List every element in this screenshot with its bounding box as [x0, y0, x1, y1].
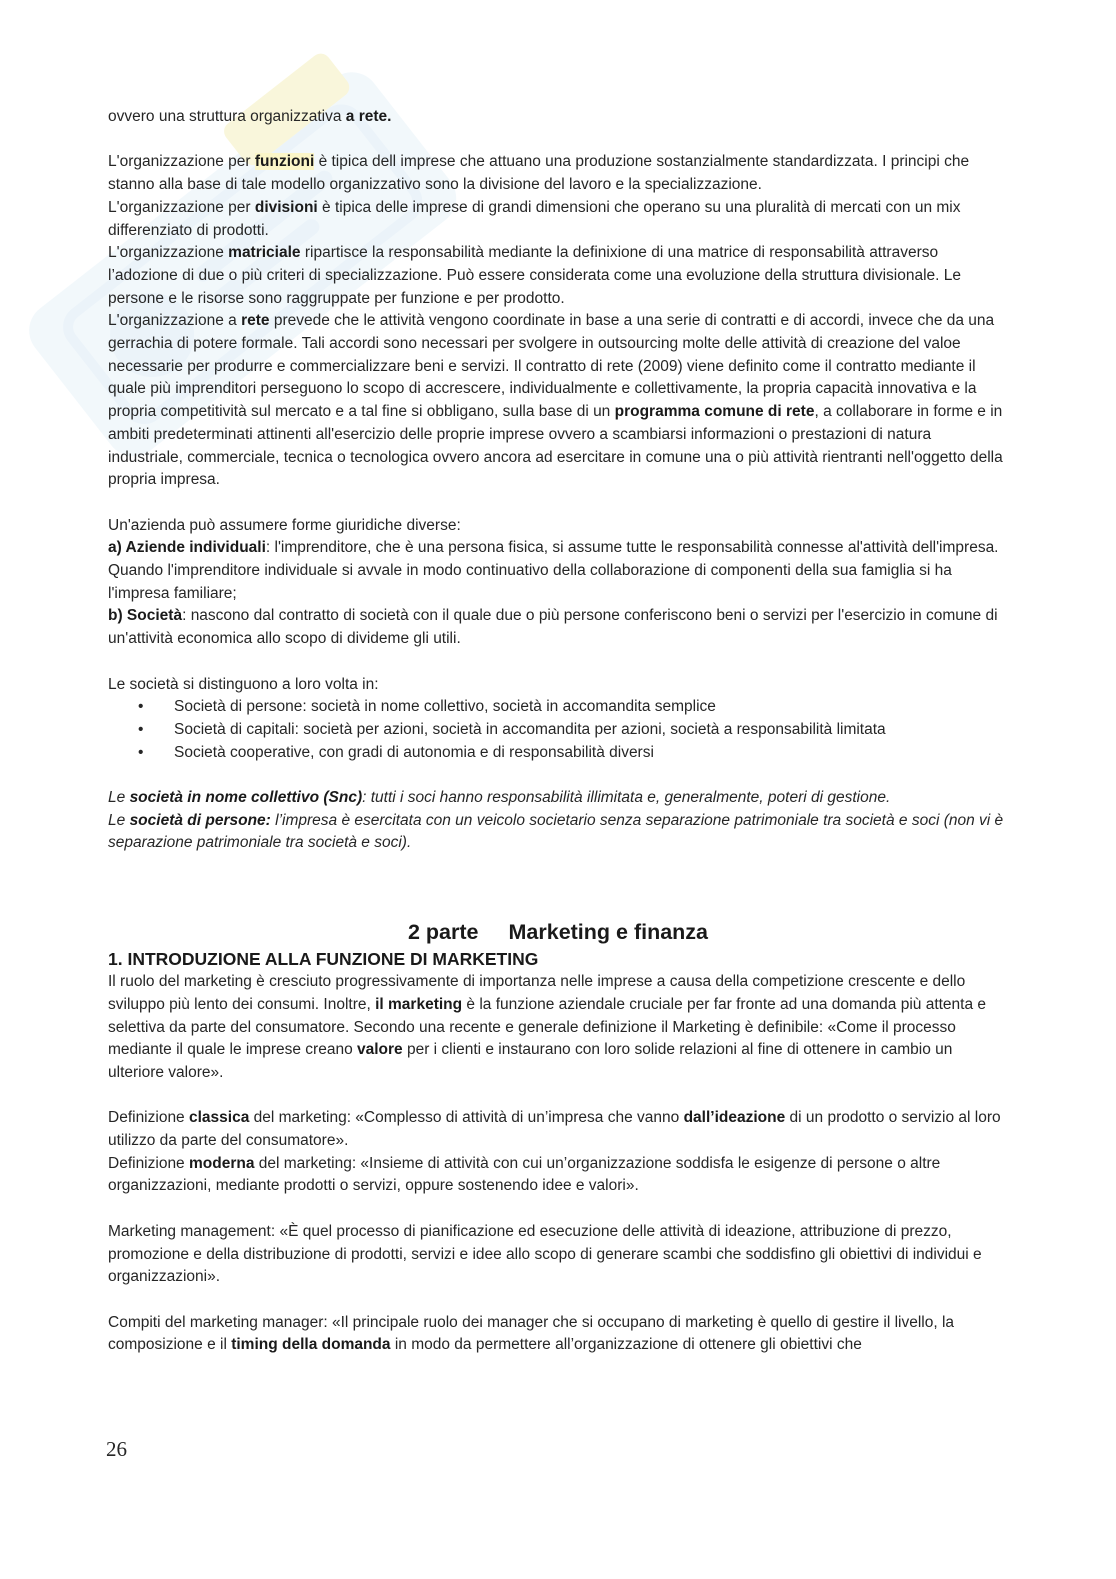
paragraph-forme-giuridiche: Un'azienda può assumere forme giuridiche diverse: — [108, 516, 461, 534]
paragraph-intro: ovvero una struttura organizzativa a rete. — [108, 108, 392, 125]
list-item: • Società di capitali: società per azioni, società in accomandita per azioni, società a responsabilità limitata — [108, 719, 1008, 742]
list-item: • Società di persone: società in nome collettivo, società in accomandita semplice — [108, 696, 1008, 719]
paragraph-ruolo-marketing: Il ruolo del marketing è cresciuto progressivamente di importanza nelle imprese a causa della competizione crescente e dello sviluppo più lento dei consumi. Inoltre, il marketing è la funzione aziendale cruciale per far fronte ad una domanda più attenta e selettiva da parte del consumatore. Secondo una recente e generale definizione il Marketing è definibile: «Come il processo mediante il quale le imprese creano valore per i clienti e instaurano con loro solide relazioni al fine di ottenere in cambio un ulteriore valore». — [108, 973, 987, 1081]
paragraph-snc: Le società in nome collettivo (Snc): tutti i soci hanno responsabilità illimitata e, generalmente, poteri di gestione. — [108, 789, 891, 807]
bullet-list — [108, 696, 1008, 764]
paragraph-compiti-manager: Compiti del marketing manager: «Il principale ruolo dei manager che si occupano di marketing è quello di gestire il livello, la composizione e il timing della domanda in modo da permettere all’organizzazione di ottenere gli obiettivi che — [108, 1313, 955, 1354]
paragraph-list-intro: Le società si distinguono a loro volta in: — [108, 675, 379, 693]
paragraph-definizione-moderna: Definizione moderna del marketing: «Insieme di attività con cui un’organizzazione soddisfa le esigenze di persone o altre organizzazioni, mediante prodotti o servizi, oppure sostenendo idee e valori». — [108, 1154, 941, 1195]
section-heading: 1. INTRODUZIONE ALLA FUNZIONE DI MARKETING — [108, 949, 539, 970]
page-number: 26 — [106, 1437, 127, 1461]
page-content — [108, 106, 1008, 1357]
part-heading: 2 parte Marketing e finanza — [407, 920, 709, 945]
paragraph-rete: L'organizzazione a rete prevede che le attività vengono coordinate in base a una serie di contratti e di accordi, invece che da una gerrachia di potere formale. Tali accordi sono necessari per svolgere in outsourcing molte delle attività di creazione del valoe necessarie per produrre e commercializzare beni e servizi. Il contratto di rete (2009) viene definito come il contratto mediante il quale più imprenditori perseguono lo scopo di accrescere, individualmente e collettivamente, la propria capacità innovativa e la propria competitività sul mercato e a tal fine si obbligano, sulla base di un programma comune di rete, a collaborare in forme e in ambiti predeterminati attinenti all'esercizio delle proprie imprese ovvero a scambiarsi informazioni o prestazioni di natura industriale, commerciale, tecnica o tecnologica ovvero ancora ad esercitare in comune una o più attività rientranti nell'oggetto della propria impresa. — [108, 312, 1003, 489]
paragraph-matriciale: L'organizzazione matriciale ripartisce la responsabilità mediante la definixione di una matrice di responsabilità attraverso l’adozione di due o più criteri di specializzazione. Può essere considerata come una evoluzione della struttura divisionale. Le persone e le risorse sono raggruppate per funzione e per prodotto. — [108, 244, 961, 307]
paragraph-definizione-classica: Definizione classica del marketing: «Complesso di attività di un’impresa che vanno dall’ideazione di un prodotto o servizio al loro utilizzo da parte del consumatore». — [108, 1109, 1001, 1150]
list-item: • Società cooperative, con gradi di autonomia e di responsabilità diversi — [108, 742, 1008, 765]
paragraph-marketing-management: Marketing management: «È quel processo di pianificazione ed esecuzione delle attività di ideazione, attribuzione di prezzo, promozione e della distribuzione di prodotti, servizi e idee allo scopo di generare scambi che soddisfino gli obiettivi di individui e organizzazioni». — [108, 1222, 982, 1286]
paragraph-divisioni: L'organizzazione per divisioni è tipica delle imprese di grandi dimensioni che operano su una pluralità di mercati con un mix differenziato di prodotti. — [108, 198, 961, 239]
paragraph-aziende-individuali: a) Aziende individuali: l'imprenditore, che è una persona fisica, si assume tutte le responsabilità connesse al'attività dell'impresa. Quando l'imprenditore individuale si avvale in modo continuativo della collaborazione di componenti della sua famiglia si ha l'impresa familiare; — [108, 539, 999, 602]
paragraph-societa: b) Società: nascono dal contratto di società con il quale due o più persone conferiscono beni o servizi per l'esercizio in comune di un'attività economica allo scopo di divideme gli utili. — [108, 607, 998, 648]
paragraph-funzioni: L'organizzazione per funzioni è tipica dell imprese che attuano una produzione sostanzialmente standardizzata. I principi che stanno alla base di tale modello organizzativo sono la divisione del lavoro e la specializzazione. — [108, 153, 970, 194]
paragraph-societa-persone: Le società di persone: l’impresa è esercitata con un veicolo societario senza separazione patrimoniale tra società e soci (non vi è separazione patrimoniale tra società e soci). — [108, 811, 1004, 852]
